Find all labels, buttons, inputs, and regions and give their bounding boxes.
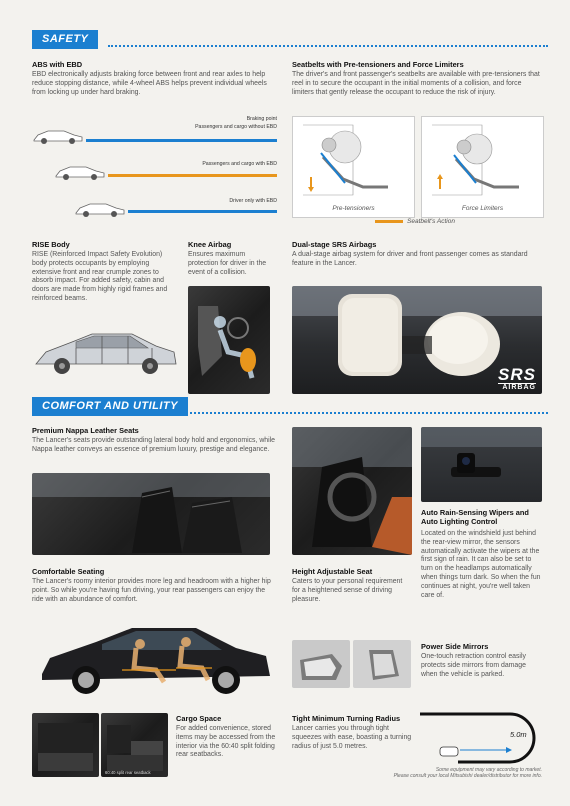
pretensioner-diagram xyxy=(292,116,415,218)
seating-car-image xyxy=(36,618,274,700)
cargo-image-1 xyxy=(32,713,99,777)
cargo-photo-caption: 60:40 split rear seatback xyxy=(105,770,151,775)
srs-airbags-body: A dual-stage airbag system for driver and front passenger comes as standard feature in the Lancer. xyxy=(292,251,528,267)
rise-body-frame-image xyxy=(32,326,180,378)
abs-diagram xyxy=(32,114,277,224)
force-limiter-diagram xyxy=(421,116,544,218)
srs-airbags-image xyxy=(292,286,542,394)
srs-logo-text: SRS xyxy=(498,365,536,384)
seatbelts-body: The driver's and front passenger's seatbelts are available with pre-tensioners that reel in to secure the occupant in the initial moments of a collision, and force limiters that gently release the occupant to reduce the risk of injury. xyxy=(292,71,540,96)
nappa-title: Premium Nappa Leather Seats xyxy=(32,426,139,435)
nappa-body: The Lancer's seats provide outstanding lateral body hold and ergonomics, while Nappa leather conveys an essence of premium luxury, prestige and elegance. xyxy=(32,437,276,453)
abs-label-with-ebd: Passengers and cargo with EBD xyxy=(202,161,277,167)
rise-body: RISE (Reinforced Impact Safety Evolution) body protects occupants by employing extensive front and rear crumple zones to absorb impact. For added safety, cabin and doors are made from highly rigid frames and reinforced beams. xyxy=(32,251,168,302)
rain-sensor-title: Auto Rain-Sensing Wipers and Auto Lighting Control xyxy=(421,508,529,526)
srs-airbag-logo xyxy=(498,367,536,391)
rain-sensor-body: Located on the windshield just behind the rear-view mirror, the sensors automatically activate the wipers at the first sign of rain. It can also be set to turn on the headlamps automatically when things turn dark. So when the fun continues at night, you're well taken care of. xyxy=(421,530,541,599)
cargo-body: For added convenience, stored items may be accessed from the interior via the 60:40 split folding rear seatbacks. xyxy=(176,725,276,759)
rise-title: RISE Body xyxy=(32,240,70,249)
power-mirrors-body: One-touch retraction control easily protects side mirrors from damage when the vehicle is parked. xyxy=(421,653,526,678)
turning-radius-title: Tight Minimum Turning Radius xyxy=(292,714,401,723)
turning-radius-value: 5.0m xyxy=(510,730,527,739)
cargo-image-2 xyxy=(101,713,168,777)
pretensioner-occupant-icon xyxy=(293,117,414,201)
height-seat-image xyxy=(292,427,412,555)
turning-car-icon xyxy=(440,747,458,756)
comfort-section-tab: COMFORT AND UTILITY xyxy=(32,397,188,416)
height-seat-title: Height Adjustable Seat xyxy=(292,567,373,576)
force-limiter-caption: Force Limiters xyxy=(461,205,504,212)
abs-label-without-ebd: Passengers and cargo without EBD xyxy=(195,124,277,130)
cargo-title: Cargo Space xyxy=(176,714,222,723)
rain-sensor-image xyxy=(421,427,542,502)
disclaimer-line-2: Please consult your local Mitsubishi dealer/distributor for more info. xyxy=(393,773,542,779)
section-divider-2 xyxy=(158,412,548,414)
car-2-icon xyxy=(54,163,106,181)
knee-airbag-body: Ensures maximum protection for driver in the event of a collision. xyxy=(188,251,267,276)
car-3-icon xyxy=(74,200,126,218)
car-1-icon xyxy=(32,127,84,145)
safety-section-tab: SAFETY xyxy=(32,30,98,49)
disclaimer-line-1: Some equipment may vary according to market. xyxy=(435,767,542,773)
disclaimer xyxy=(394,767,542,779)
abs-label-braking-point: Braking point xyxy=(246,116,277,122)
seatbelts-title: Seatbelts with Pre-tensioners and Force Limiters xyxy=(292,60,464,69)
power-mirrors-title: Power Side Mirrors xyxy=(421,642,489,651)
section-divider xyxy=(108,45,548,47)
height-seat-body: Caters to your personal requirement for a heightened sense of driving pleasure. xyxy=(292,578,403,603)
knee-airbag-image xyxy=(188,286,270,394)
pretensioner-caption: Pre-tensioners xyxy=(332,205,375,212)
comfortable-seating-title: Comfortable Seating xyxy=(32,567,105,576)
force-limiter-occupant-icon xyxy=(422,117,543,201)
airbag-logo-text: AIRBAG xyxy=(498,383,536,391)
abs-body: EBD electronically adjusts braking force between front and rear axles to help reduce stopping distance, while 4-wheel ABS helps prevent individual wheels from locking up under hard braking. xyxy=(32,71,267,96)
abs-title: ABS with EBD xyxy=(32,60,83,69)
abs-label-driver-only: Driver only with EBD xyxy=(229,198,277,204)
seatbelt-action-caption: Seatbelt's Action xyxy=(407,218,455,225)
srs-airbags-title: Dual-stage SRS Airbags xyxy=(292,240,377,249)
side-mirror-image-2 xyxy=(353,640,411,688)
turning-radius-body: Lancer carries you through tight squeezes with ease, boasting a turning radius of just 5.0 metres. xyxy=(292,725,412,750)
side-mirror-image-1 xyxy=(292,640,350,688)
abs-bar-without-ebd xyxy=(86,139,277,142)
abs-bar-driver-only xyxy=(128,210,277,213)
comfortable-seating-body: The Lancer's roomy interior provides more leg and headroom with a higher hip point. So while you're having fun driving, your rear passengers can enjoy the ride with an abundance of comfort. xyxy=(32,578,271,603)
nappa-seats-image xyxy=(32,473,270,555)
knee-airbag-title: Knee Airbag xyxy=(188,240,232,249)
abs-bar-with-ebd xyxy=(108,174,277,177)
seatbelt-action-arrow xyxy=(375,220,403,223)
